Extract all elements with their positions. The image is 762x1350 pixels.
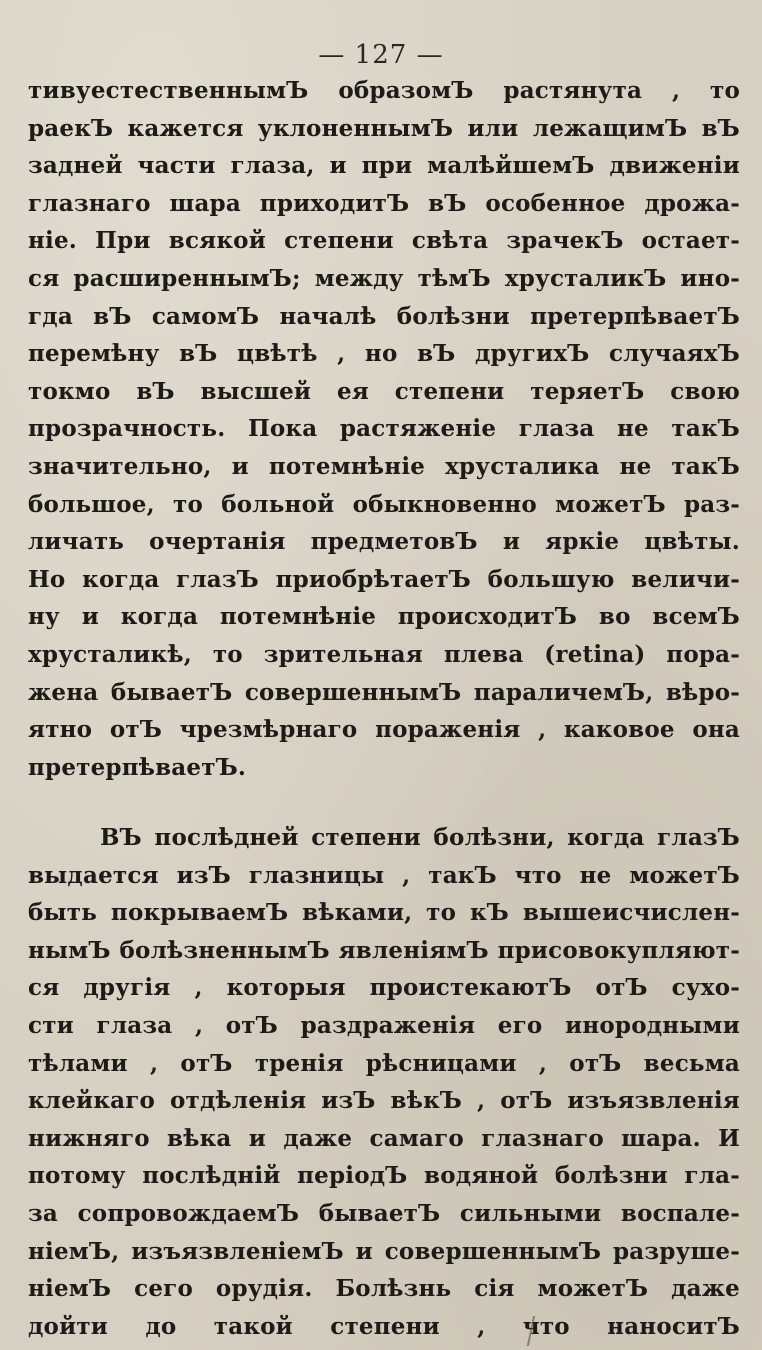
text-line: ВЪ послѣдней степени болѣзни, когда глазЪ xyxy=(100,824,740,851)
text-line: быть покрываемЪ вѣками, то кЪ вышеисчислен- xyxy=(28,899,740,927)
text-line: потому послѣдній періодЪ водяной болѣзни гла- xyxy=(28,1162,740,1190)
text-line: сти глаза , отЪ раздраженія его инородными xyxy=(28,1011,740,1039)
text-line: претерпѣваетЪ. xyxy=(28,753,247,781)
text-line: жена бываетЪ совершеннымЪ параличемЪ, вѣро- xyxy=(28,678,740,706)
paragraph-1 xyxy=(28,72,740,786)
text-line: Но когда глазЪ приобрѣтаетЪ большую величи- xyxy=(28,565,740,593)
text-line: ся другія , которыя проистекаютЪ отЪ сухо- xyxy=(28,974,740,1002)
text-line: дойти до такой степени , что наноситЪ xyxy=(28,1312,740,1340)
text-line: токмо вЪ высшей ея степени теряетЪ свою xyxy=(28,377,740,405)
text-line: ніемЪ, изъязвленіемЪ и совершеннымЪ разруше- xyxy=(28,1237,740,1265)
text-line: перемѣну вЪ цвѣтѣ , но вЪ другихЪ случаяхЪ xyxy=(28,340,740,368)
text-line: нымЪ болѣзненнымЪ явленіямЪ присовокупляют- xyxy=(28,936,740,964)
text-line: раекЪ кажется уклоненнымЪ или лежащимЪ вЪ xyxy=(28,114,740,142)
text-line: тивуестественнымЪ образомЪ растянута , то xyxy=(28,77,740,104)
text-line: ся расширеннымЪ; между тѣмЪ хрусталикЪ ино- xyxy=(28,264,740,292)
text-line: гда вЪ самомЪ началѣ болѣзни претерпѣваетЪ xyxy=(28,302,740,330)
paragraph-2 xyxy=(28,819,740,1345)
text-line: ніемЪ сего орудія. Болѣзнь сія можетЪ даже xyxy=(28,1275,740,1303)
text-line: выдается изЪ глазницы , такЪ что не можетЪ xyxy=(28,861,740,889)
text-line: значительно, и потемнѣніе хрусталика не такЪ xyxy=(28,452,740,480)
text-line: задней части глаза, и при малѣйшемЪ движеніи xyxy=(28,152,740,180)
page-number: — 127 — xyxy=(318,40,444,70)
text-line: большое, то больной обыкновенно можетЪ раз- xyxy=(28,490,740,518)
text-line: тѣлами , отЪ тренія рѣсницами , отЪ весьма xyxy=(28,1049,740,1077)
text-line: ятно отЪ чрезмѣрнаго пораженія , каковое она xyxy=(28,716,740,744)
text-line: хрусталикѣ, то зрительная плева (retina) пора- xyxy=(28,640,740,668)
text-line: ніе. При всякой степени свѣта зрачекЪ остает- xyxy=(28,227,740,255)
text-line: прозрачность. Пока растяженіе глаза не такЪ xyxy=(28,415,740,443)
text-line: ну и когда потемнѣніе происходитЪ во всемЪ xyxy=(28,603,740,631)
text-line: личать очертанія предметовЪ и яркіе цвѣты. xyxy=(28,528,740,556)
text-line: за сопровождаемЪ бываетЪ сильными воспале- xyxy=(28,1199,740,1227)
text-line: клейкаго отдѣленія изЪ вѣкЪ , отЪ изъязвленія xyxy=(28,1087,740,1115)
text-line: нижняго вѣка и даже самаго глазнаго шара. И xyxy=(28,1124,740,1152)
text-line: глазнаго шара приходитЪ вЪ особенное дрожа- xyxy=(28,189,740,217)
